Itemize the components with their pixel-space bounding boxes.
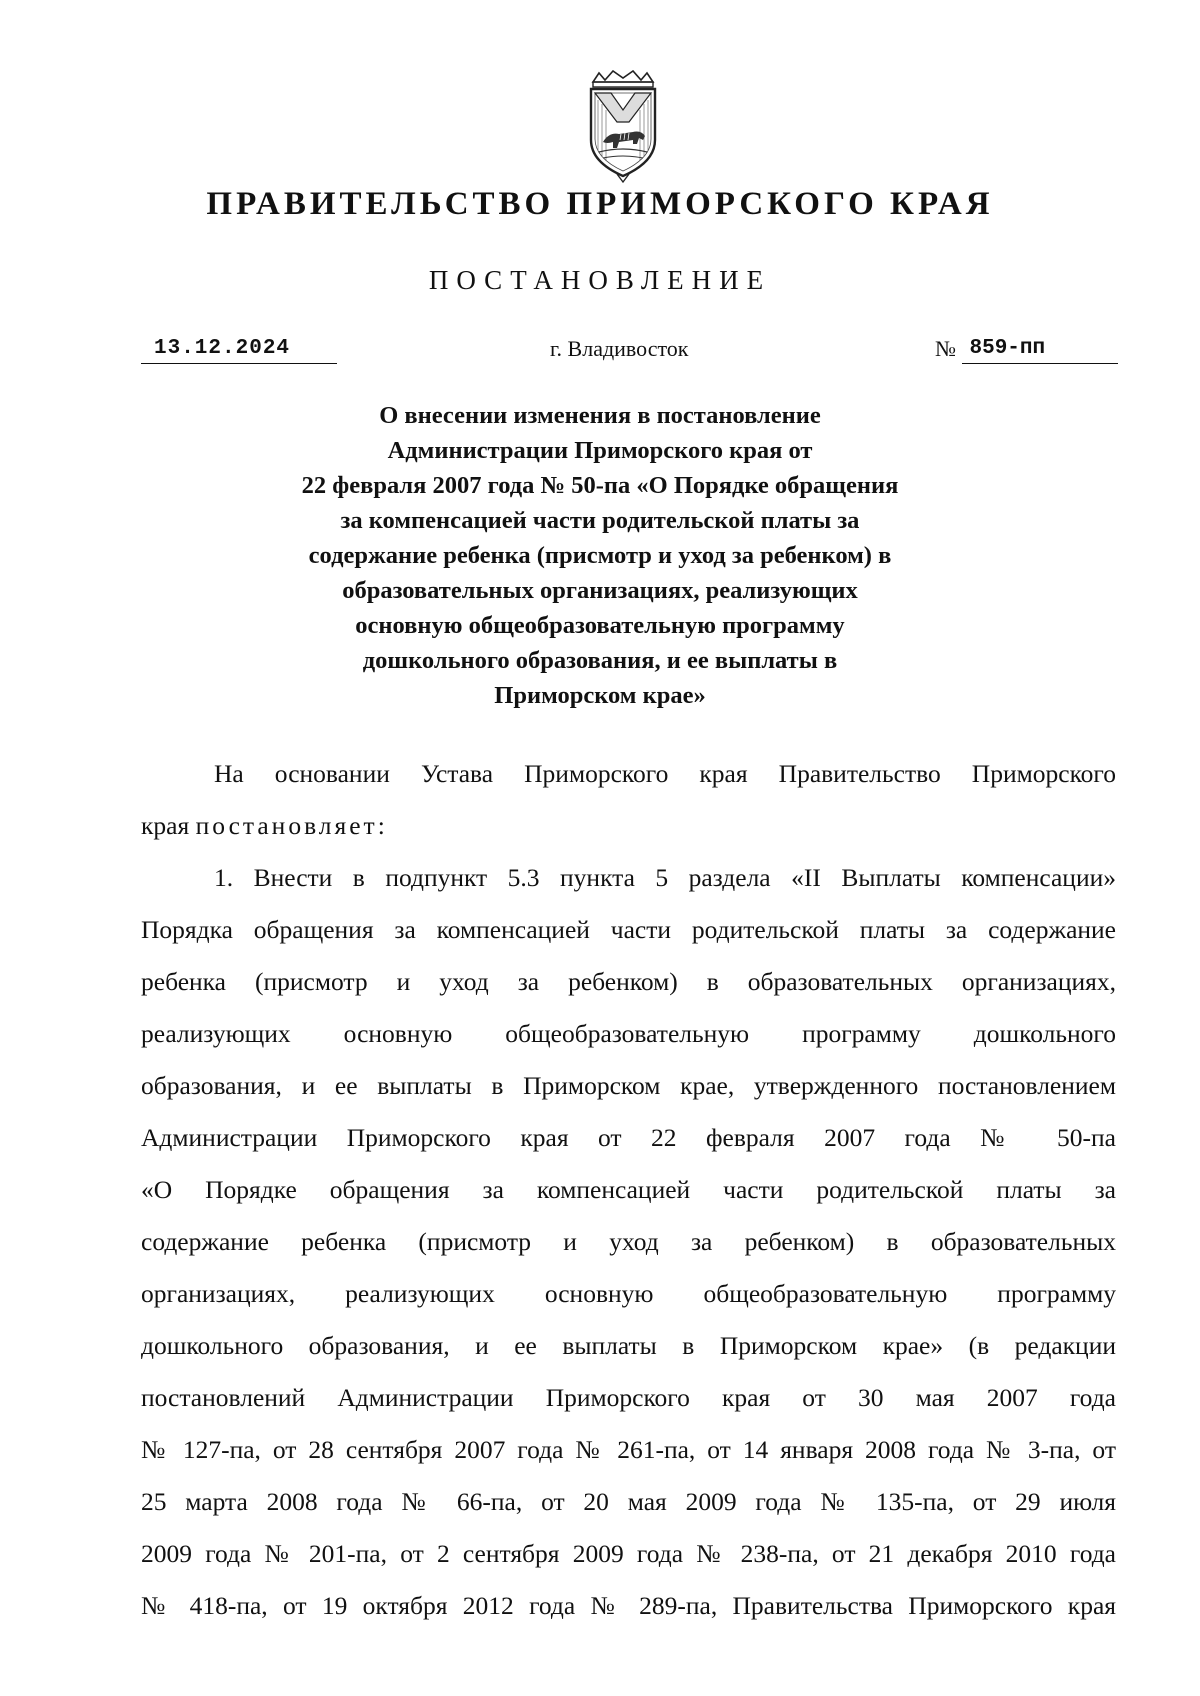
body-line: 2009 года № 201-па, от 2 сентября 2009 года № 238-па, от 21 декабря 2010 года xyxy=(141,1539,1116,1568)
body-line: «О Порядке обращения за компенсацией части родительской платы за xyxy=(141,1175,1116,1204)
body-line: организациях, реализующих основную общеобразовательную программу xyxy=(141,1279,1116,1308)
number-sign: № xyxy=(935,336,956,361)
body-line: постановлений Администрации Приморского края от 30 мая 2007 года xyxy=(141,1383,1116,1412)
item-1-paragraph xyxy=(141,852,1116,1632)
resolution-verb: постановляет: xyxy=(195,811,388,840)
body-line: Администрации Приморского края от 22 февраля 2007 года № 50-па xyxy=(141,1123,1116,1152)
document-type: ПОСТАНОВЛЕНИЕ xyxy=(428,265,772,295)
number-value: 859-пп xyxy=(962,335,1118,364)
body-line: № 418-па, от 19 октября 2012 года № 289-па, Правительства Приморского края xyxy=(141,1591,1116,1620)
heading-line: Администрации Приморского края от xyxy=(387,437,813,464)
coat-of-arms-emblem xyxy=(583,70,663,184)
heading-line: дошкольного образования, и ее выплаты в xyxy=(362,647,838,674)
body-line: реализующих основную общеобразовательную программу дошкольного xyxy=(141,1019,1116,1048)
document-heading xyxy=(240,398,960,713)
organization-title: ПРАВИТЕЛЬСТВО ПРИМОРСКОГО КРАЯ xyxy=(206,186,994,222)
body-line: образования, и ее выплаты в Приморском крае, утвержденного постановлением xyxy=(141,1071,1116,1100)
document-body xyxy=(141,748,1116,1632)
heading-line: содержание ребенка (присмотр и уход за ребенком) в xyxy=(308,542,892,569)
heading-line: образовательных организациях, реализующих xyxy=(342,577,858,604)
preamble-paragraph xyxy=(141,748,1116,852)
heading-line: О внесении изменения в постановление xyxy=(379,402,821,429)
heading-line: 22 февраля 2007 года № 50-па «О Порядке обращения xyxy=(301,472,899,499)
body-line: 1. Внести в подпункт 5.3 пункта 5 раздела «II Выплаты компенсации» xyxy=(214,863,1116,892)
heading-line: за компенсацией части родительской платы за xyxy=(340,507,860,534)
body-line xyxy=(141,800,1116,852)
body-line: дошкольного образования, и ее выплаты в Приморском крае» (в редакции xyxy=(141,1331,1116,1360)
body-line: содержание ребенка (присмотр и уход за ребенком) в образовательных xyxy=(141,1227,1116,1256)
preamble-prefix: края xyxy=(141,811,196,840)
body-line: 25 марта 2008 года № 66-па, от 20 мая 2009 года № 135-па, от 29 июля xyxy=(141,1487,1116,1516)
document-number xyxy=(935,335,1118,364)
heading-line: Приморском крае» xyxy=(494,682,706,709)
body-line: ребенка (присмотр и уход за ребенком) в образовательных организациях, xyxy=(141,967,1116,996)
heading-line: основную общеобразовательную программу xyxy=(355,612,845,639)
body-line: На основании Устава Приморского края Правительство Приморского xyxy=(214,759,1116,788)
document-meta-row xyxy=(0,335,1200,375)
body-line: Порядка обращения за компенсацией части родительской платы за содержание xyxy=(141,915,1116,944)
document-date: 13.12.2024 xyxy=(141,335,337,364)
body-line: № 127-па, от 28 сентября 2007 года № 261-па, от 14 января 2008 года № 3-па, от xyxy=(141,1435,1116,1464)
document-city: г. Владивосток xyxy=(550,336,689,361)
